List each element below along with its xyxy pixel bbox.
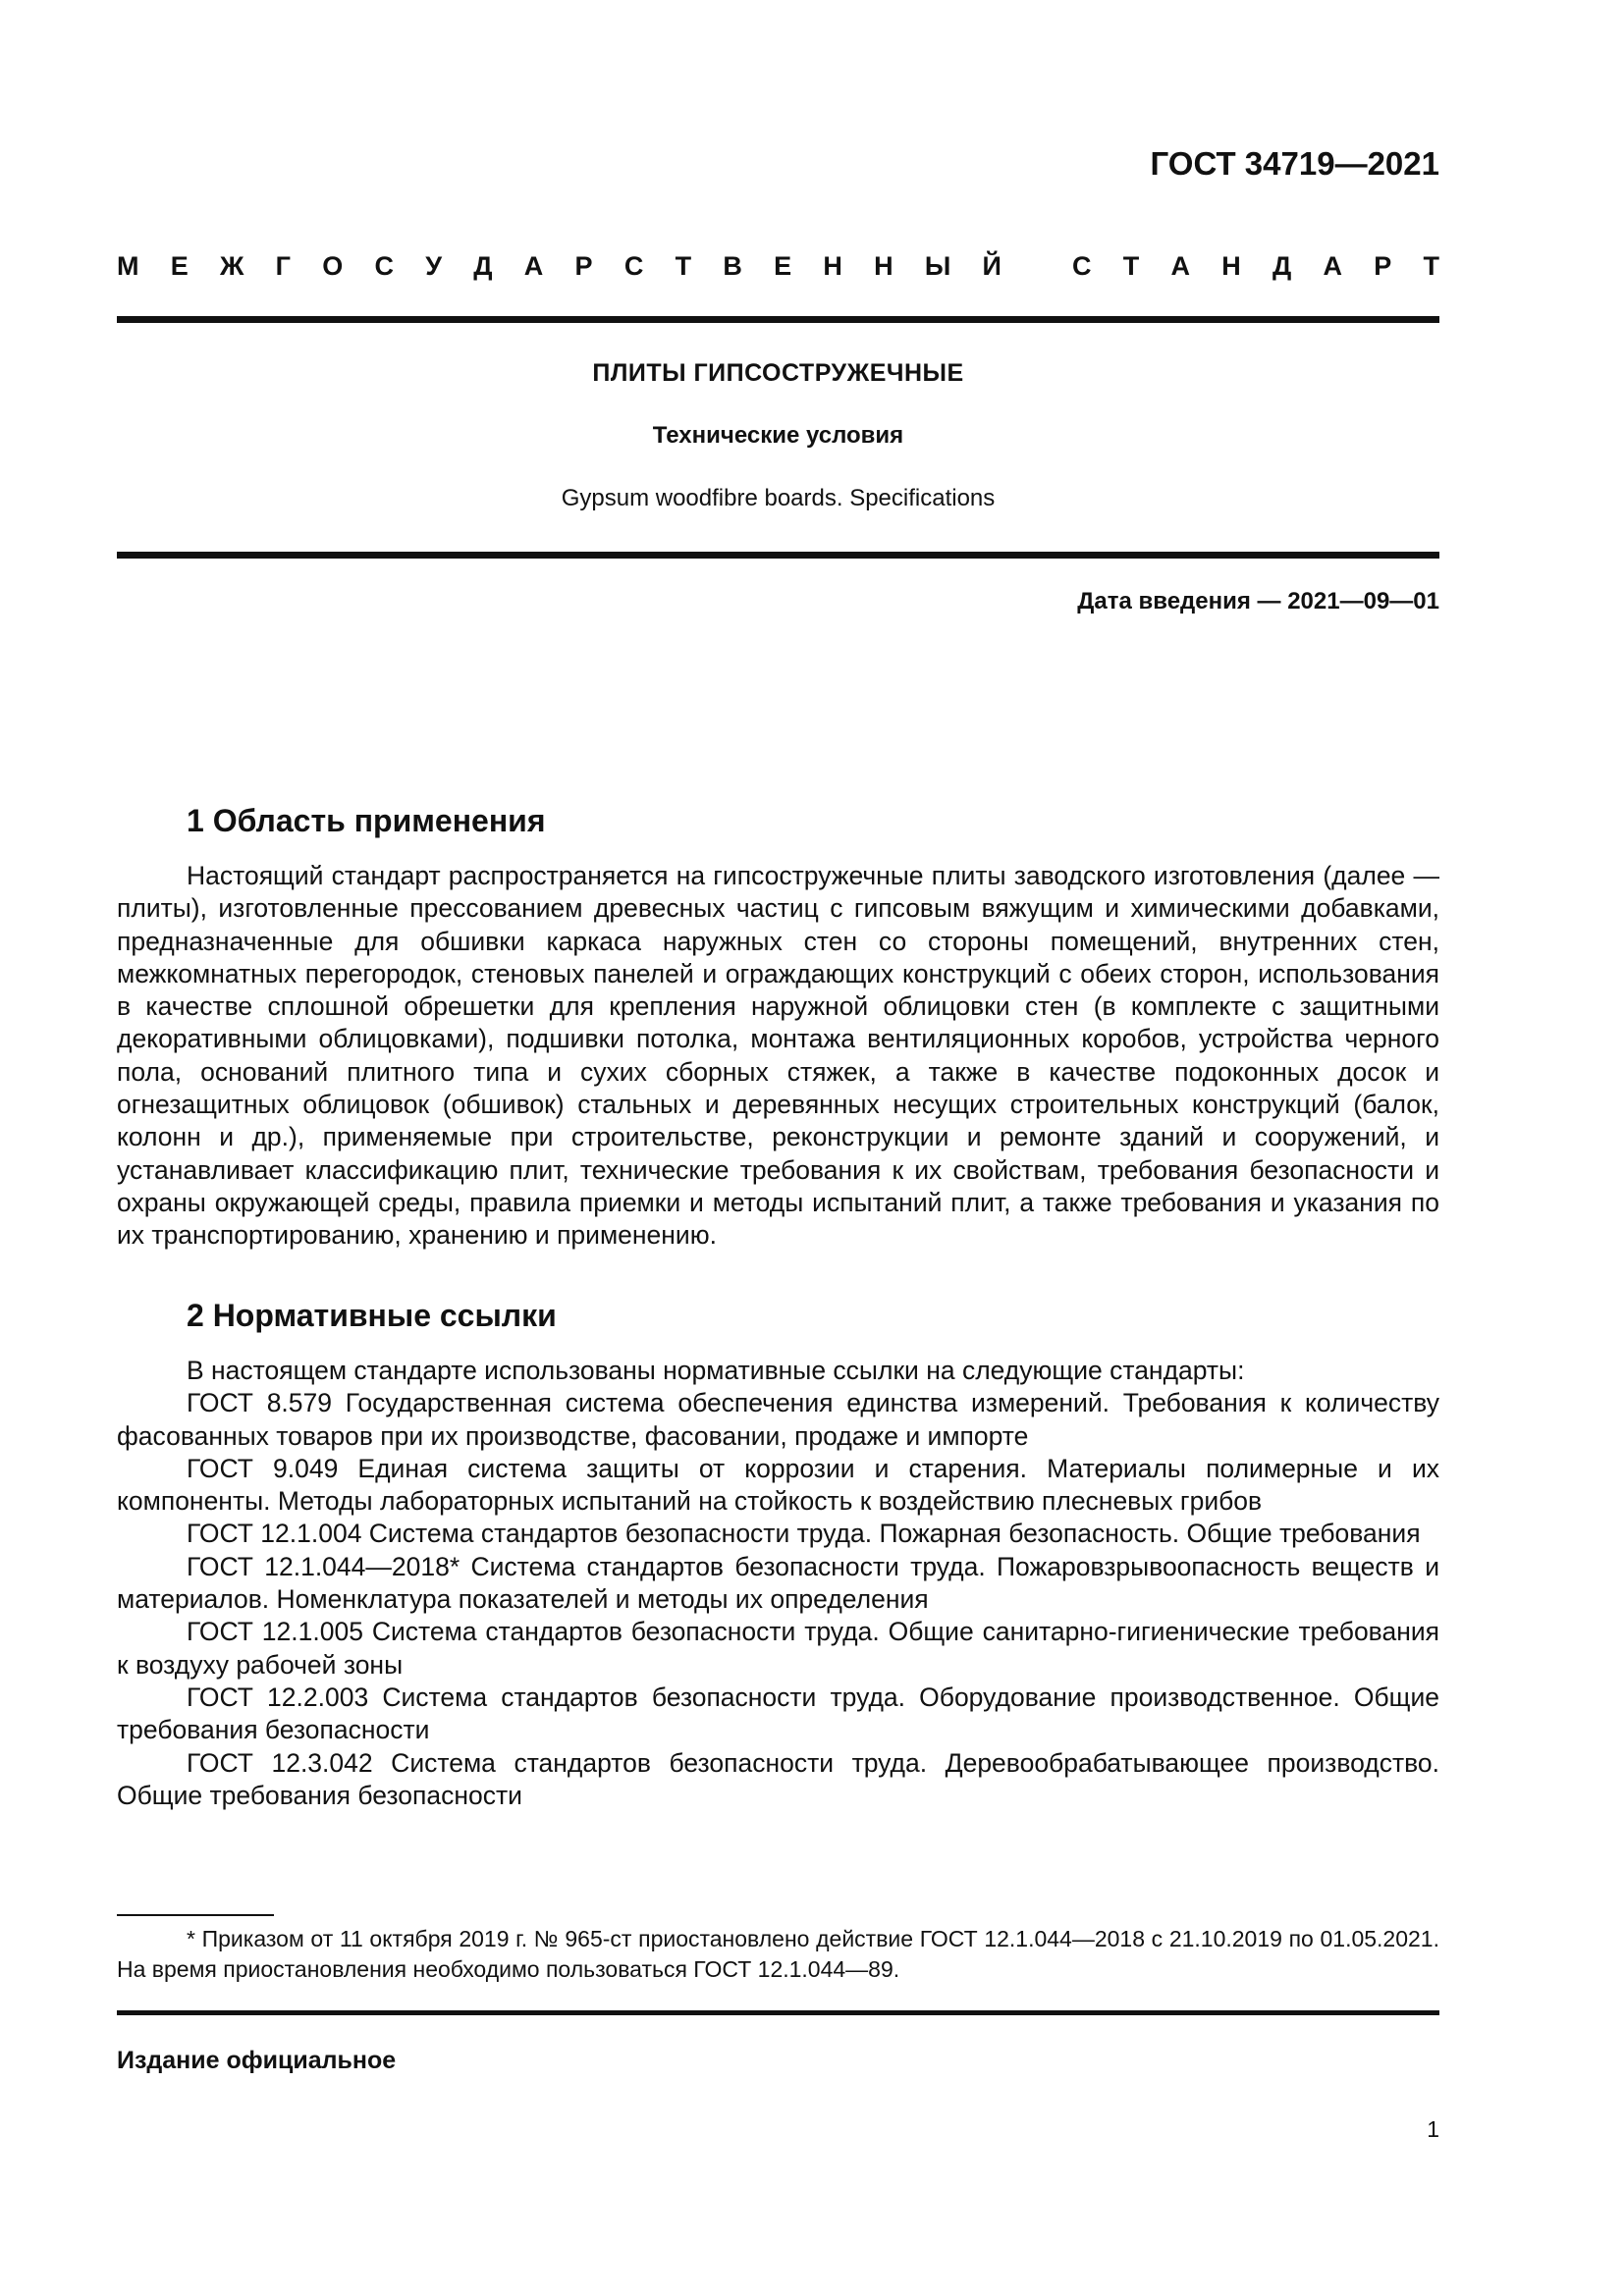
banner-letter: Е xyxy=(774,251,792,281)
reference-item: ГОСТ 8.579 Государственная система обеспечения единства измерений. Требования к количеству фасованных товаров при их производстве, фасовании, продаже и импорте xyxy=(117,1388,1439,1451)
section-1-heading: 1 Область применения xyxy=(187,803,546,838)
banner-letter: Й xyxy=(982,251,1001,281)
banner-letter: Т xyxy=(1423,251,1439,281)
banner-letter: Т xyxy=(675,251,692,281)
banner-letter: Ы xyxy=(924,251,951,281)
footnote-text: * Приказом от 11 октября 2019 г. № 965-ст приостановлено действие ГОСТ 12.1.044—2018 с 21.10.2019 по 01.05.2021. На время приостановления необходимо пользоваться ГОСТ 12.1.044—89. xyxy=(117,1926,1439,1982)
banner-letter: А xyxy=(523,251,544,281)
banner-letter: Д xyxy=(473,251,493,281)
section-1-body xyxy=(117,860,1439,1253)
section-2-body xyxy=(117,1355,1439,1812)
section-2-heading: 2 Нормативные ссылки xyxy=(187,1298,557,1333)
page-number: 1 xyxy=(1427,2116,1439,2142)
official-edition-label: Издание официальное xyxy=(117,2047,397,2074)
banner-letter: Р xyxy=(574,251,593,281)
document-code: ГОСТ 34719—2021 xyxy=(1150,145,1439,182)
banner-letter: Т xyxy=(1122,251,1140,281)
footnote-rule xyxy=(117,1914,274,1916)
banner-letter: С xyxy=(1071,251,1092,281)
reference-item: ГОСТ 12.3.042 Система стандартов безопасности труда. Деревообрабатывающее производство. Общие требования безопасности xyxy=(117,1747,1439,1810)
bottom-rule xyxy=(117,2010,1439,2015)
banner-letter: С xyxy=(374,251,394,281)
section-2-intro: В настоящем стандарте использованы нормативные ссылки на следующие стандарты: xyxy=(187,1356,1245,1385)
banner-letter: Е xyxy=(170,251,189,281)
section-1-paragraph: Настоящий стандарт распространяется на гипсостружечные плиты заводского изготовления (далее — плиты), изготовленные прессованием древесных частиц с гипсовым вяжущим и химическими добавками, предназначенные для обшивки каркаса наружных стен со стороны помещений, внутренних стен, межкомнатных перегородок, стеновых панелей и ограждающих конструкций с обеих сторон, использования в качестве сплошной обрешетки для крепления наружной облицовки стен (в комплекте с защитными декоративными облицовками), подшивки потолка, монтажа вентиляционных коробов, устройства черного пола, оснований плитного типа и сухих сборных стяжек, а также в качестве подоконных досок и огнезащитных облицовок (обшивок) стальных и деревянных несущих строительных конструкций (балок, колонн и др.), применяемые при строительстве, реконструкции и ремонте зданий и сооружений, и устанавливает классификацию плит, технические требования к их свойствам, требования безопасности и охраны окружающей среды, правила приемки и методы испытаний плит, а также требования и указания по их транспортированию, хранению и применению. xyxy=(117,861,1439,1251)
banner-letter: А xyxy=(1170,251,1190,281)
banner-letter: М xyxy=(117,251,139,281)
introduction-date: Дата введения — 2021—09—01 xyxy=(1077,588,1439,614)
document-subtitle: Технические условия xyxy=(652,422,904,449)
english-title: Gypsum woodfibre boards. Specifications xyxy=(561,485,996,511)
banner-letter: Г xyxy=(275,251,291,281)
banner-letter: Д xyxy=(1272,251,1292,281)
reference-item: ГОСТ 12.1.044—2018* Система стандартов безопасности труда. Пожаровзрывоопасность веществ и материалов. Номенклатура показателей и методы их определения xyxy=(117,1551,1439,1615)
banner-letter: В xyxy=(723,251,742,281)
banner-letter: Ж xyxy=(220,251,244,281)
banner-letter: С xyxy=(623,251,644,281)
banner-letter: Н xyxy=(1221,251,1241,281)
banner-gap xyxy=(1033,251,1041,282)
banner-letter: О xyxy=(322,251,344,281)
reference-item: ГОСТ 12.2.003 Система стандартов безопасности труда. Оборудование производственное. Общие требования безопасности xyxy=(117,1682,1439,1745)
standard-banner xyxy=(117,251,1439,282)
banner-letter: Р xyxy=(1374,251,1392,281)
reference-item: ГОСТ 12.1.004 Система стандартов безопасности труда. Пожарная безопасность. Общие требования xyxy=(187,1519,1421,1549)
reference-item: ГОСТ 9.049 Единая система защиты от коррозии и старения. Материалы полимерные и их компоненты. Методы лабораторных испытаний на стойкость к воздействию плесневых грибов xyxy=(117,1453,1439,1517)
title-rule xyxy=(117,552,1439,559)
top-rule xyxy=(117,316,1439,323)
banner-letter: Н xyxy=(823,251,842,281)
banner-letter: У xyxy=(425,251,443,281)
banner-letter: А xyxy=(1323,251,1342,281)
footnote xyxy=(117,1924,1439,1985)
banner-letter: Н xyxy=(874,251,893,281)
reference-item: ГОСТ 12.1.005 Система стандартов безопасности труда. Общие санитарно-гигиенические требования к воздуху рабочей зоны xyxy=(117,1617,1439,1680)
document-title: ПЛИТЫ ГИПСОСТРУЖЕЧНЫЕ xyxy=(592,359,964,387)
